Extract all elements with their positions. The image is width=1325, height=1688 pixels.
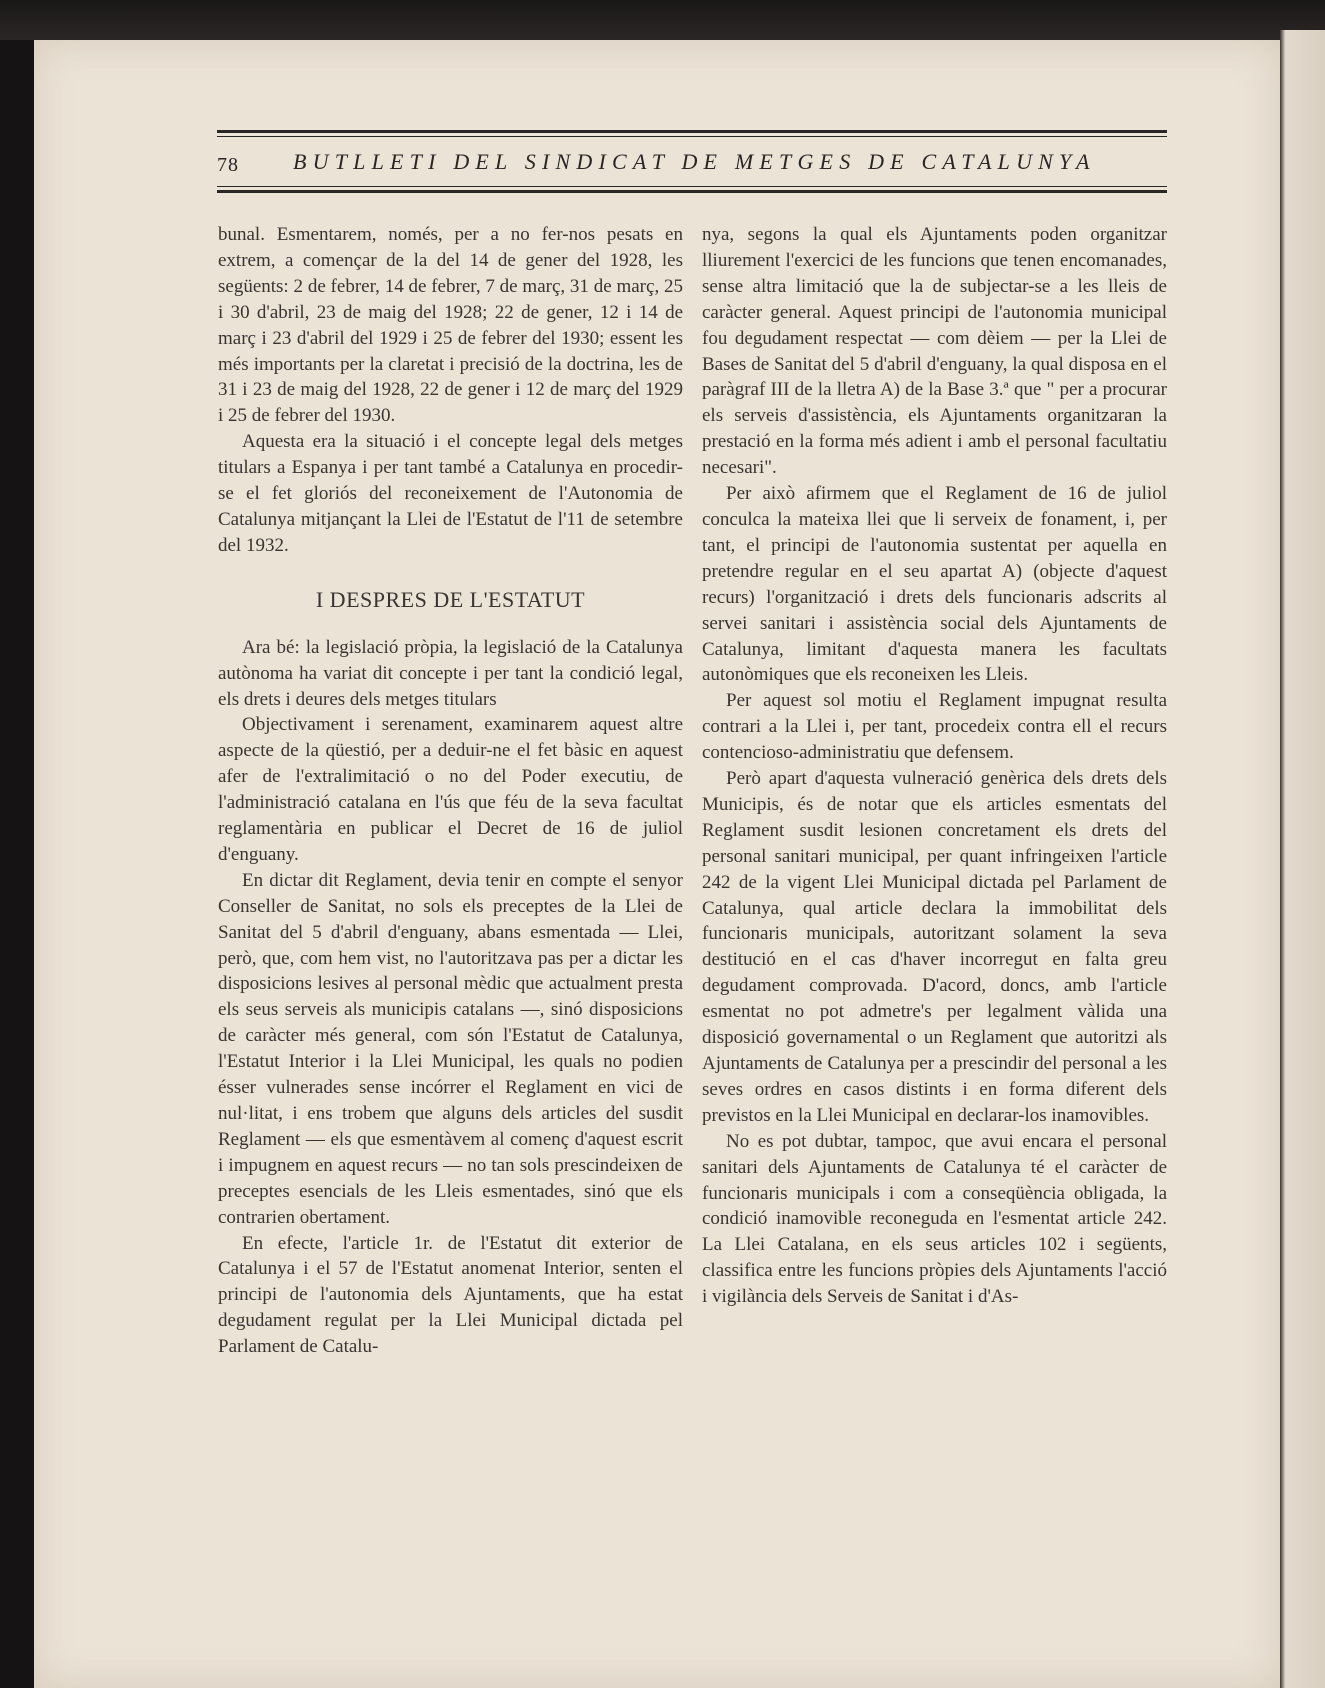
paragraph: Objectivament i serenament, examinarem aquest altre aspecte de la qüestió, per a deduir-ne el fet bàsic en aquest afer de l'extralimitació o no del Poder executiu, de l'administració catalana en l'ús que féu de la seva facultat reglamentària en publicar el Decret de 16 de juliol d'enguany.: [218, 714, 683, 865]
right-column: [702, 222, 1167, 1310]
paragraph: En efecte, l'article 1r. de l'Estatut dit exterior de Catalunya i el 57 de l'Estatut anomenat Interior, senten el principi de l'autonomia dels Ajuntaments, que ha estat degudament regulat per la Llei Municipal dictada pel Parlament de Catalu-: [218, 1232, 683, 1358]
paragraph: Per aquest sol motiu el Reglament impugnat resulta contrari a la Llei i, per tant, procedeix contra ell el recurs contencioso-administratiu que defensem.: [702, 690, 1167, 764]
paragraph: En dictar dit Reglament, devia tenir en compte el senyor Conseller de Sanitat, no sols els preceptes de la Llei de Sanitat del 5 d'abril d'enguany, abans esmentada — Llei, però, que, com hem vist, no l'autoritzava pas per a dictar les disposicions lesives al personal mèdic que actualment presta els seus serveis als municipis catalans —, sinó disposicions de caràcter més general, com són l'Estatut de Catalunya, l'Estatut Interior i la Llei Municipal, les quals no podien ésser vulnerades sense incórrer el Reglament en vici de nul·litat, i ens trobem que alguns dels articles del susdit Reglament — els que esmentàvem al començ d'aquest escrit i impugnem en aquest recurs — no tan sols prescindeixen de preceptes esencials de les Lleis esmentades, sinó que els contrarien obertament.: [218, 869, 683, 1228]
paragraph: nya, segons la qual els Ajuntaments poden organitzar lliurement l'exercici de les funcions que tenen encomanades, sense altra limitació que la de subjectar-se a les lleis de caràcter general. Aquest principi de l'autonomia municipal fou degudament respectat — com dèiem — per la Llei de Bases de Sanitat del 5 d'abril d'enguany, la qual disposa en el paràgraf III de la lletra A) de la Base 3.ª que " per a procurar els serveis d'assistència, els Ajuntaments organitzaran la prestació en la forma més adient i amb el personal facultatiu necesari".: [702, 224, 1167, 479]
page-edge: [1280, 30, 1325, 1688]
paragraph: Ara bé: la legislació pròpia, la legislació de la Catalunya autònoma ha variat dit concepte i per tant la condició legal, els drets i deures dels metges titulars: [218, 636, 683, 710]
scan-background: [0, 0, 1325, 40]
header-rule-top: [217, 130, 1167, 133]
left-column: [218, 222, 683, 1360]
paragraph: Però apart d'aquesta vulneració genèrica dels drets dels Municipis, és de notar que els articles esmentats del Reglament susdit lesionen concretament els drets del personal sanitari municipal, per quant infringeixen l'article 242 de la vigent Llei Municipal dictada pel Parlament de Catalunya, qual article declara la immobilitat dels funcionaris municipals, autoritzant solament la seva destitució en el cas d'haver incorregut en falta greu degudament comprovada. D'acord, doncs, amb l'article esmentat no pot admetre's per legalment vàlida una disposició governamental o un Reglament que autoritzi als Ajuntaments de Catalunya per a prescindir del personal a les seves ordres en casos distints i en forma diferent dels previstos en la Llei Municipal en declarar-los inamovibles.: [702, 768, 1167, 1126]
header-rule-bottom: [217, 190, 1167, 193]
running-header: [217, 130, 1167, 194]
paragraph: bunal. Esmentarem, només, per a no fer-nos pesats en extrem, a començar de la del 14 de gener del 1928, les següents: 2 de febrer, 14 de febrer, 7 de març, 31 de març, 25 i 30 d'abril, 23 de maig del 1928; 22 de gener, 12 i 14 de març i 23 d'abril del 1929 i 25 de febrer del 1930; essent les més importants per la claretat i precisió de la doctrina, les de 31 i 23 de maig del 1928, 22 de gener i 12 de març del 1929 i 25 de febrer del 1930.: [218, 224, 683, 427]
journal-title: BUTLLETI DEL SINDICAT DE METGES DE CATALUNYA: [293, 149, 1096, 174]
paragraph: Aquesta era la situació i el concepte legal dels metges titulars a Espanya i per tant també a Catalunya en procedir-se el fet gloriós del reconeixement de l'Autonomia de Catalunya mitjançant la Llei de l'Estatut de l'11 de setembre del 1932.: [218, 431, 683, 556]
paragraph: Per això afirmem que el Reglament de 16 de juliol conculca la mateixa llei que li serveix de fonament, i, per tant, el principi de l'autonomia sustentat per aquella en pretendre regular en el seu apartat A) (objecte d'aquest recurs) l'organització i drets dels funcionaris adscrits al servei sanitari i assistència social dels Ajuntaments de Catalunya, limitant d'aquesta manera les facultats autonòmiques que els reconeixen les Lleis.: [702, 483, 1167, 686]
section-heading: I DESPRES DE L'ESTATUT: [315, 586, 586, 612]
page-number: 78: [217, 154, 239, 176]
header-rule-bottom-thin: [217, 186, 1167, 187]
header-rule-top-thin: [217, 136, 1167, 137]
paragraph: No es pot dubtar, tampoc, que avui encara el personal sanitari dels Ajuntaments de Catalunya té el caràcter de funcionaris municipals i com a conseqüència obligada, la condició inamovible reconeguda en l'esmentat article 242. La Llei Catalana, en els seus articles 102 i següents, classifica entre les funcions pròpies dels Ajuntaments l'acció i vigilància dels Serveis de Sanitat i d'As-: [702, 1130, 1167, 1308]
